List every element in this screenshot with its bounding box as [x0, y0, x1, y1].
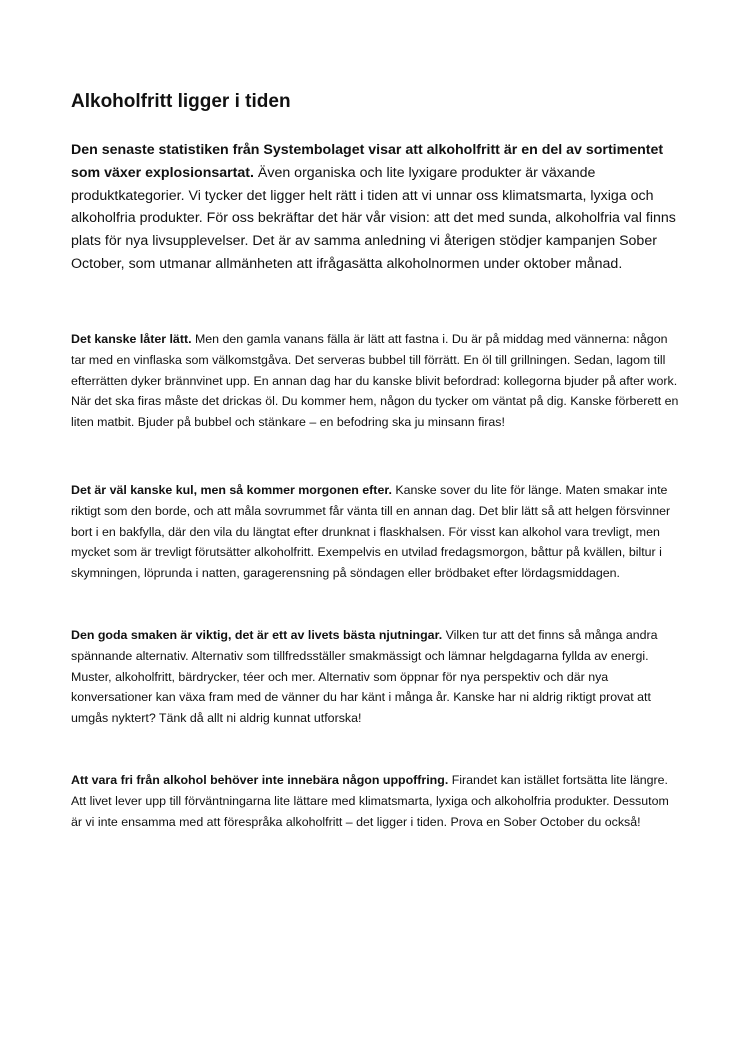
intro-text: Även organiska och lite lyxigare produkter är växande produktkategorier. Vi tycker det ligger helt rätt i tiden att vi unnar oss klimatsmarta, lyxiga och alkoholfria produkter. För oss bekräftar det här vår vision: att det med sunda, alkoholfria val finns plats för nya livsupplevelser. Det är av samma anledning vi återigen stödjer kampanjen Sober October, som utmanar allmänheten att ifrågasätta alkoholnormen under oktober månad. [71, 164, 676, 272]
paragraph-text: Vilken tur att det finns så många andra spännande alternativ. Alternativ som tillfredsställer smakmässigt och lämnar helgdagarna fyllda av energi. Muster, alkoholfritt, bärdrycker, téer och mer. Alternativ som öppnar för nya perspektiv och där nya konversationer kan växa fram med de vänner du har känt i många år. Kanske har ni aldrig riktigt provat att umgås nyktert? Tänk då allt ni aldrig kunnat utforska! [71, 628, 658, 726]
paragraph-lead: Att vara fri från alkohol behöver inte innebära någon uppoffring. [71, 773, 449, 787]
body-paragraph [71, 480, 683, 584]
page-title: Alkoholfritt ligger i tiden [71, 91, 291, 112]
paragraph-lead: Det kanske låter lätt. [71, 332, 192, 346]
paragraph-lead: Den goda smaken är viktig, det är ett av livets bästa njutningar. [71, 628, 443, 642]
body-paragraph [71, 625, 683, 729]
paragraph-lead: Det är väl kanske kul, men så kommer morgonen efter. [71, 483, 392, 497]
paragraph-text: Men den gamla vanans fälla är lätt att fastna i. Du är på middag med vännerna: någon tar med en vinflaska som välkomstgåva. Det serveras bubbel till förrätt. En öl till grillningen. Sedan, lagom till efterrätten dyker brännvinet upp. En annan dag har du kanske blivit befordrad: kollegorna bjuder på after work. När det ska firas måste det drickas öl. Du kommer hem, någon du tycker om väntat på dig. Kanske förberett en liten matbit. Bjuder på bubbel och stänkare – en befodring ska ju minsann firas! [71, 332, 679, 430]
intro-lead: Den senaste statistiken från Systembolaget visar att alkoholfritt är en del av sortimentet som växer explosionsartat. [71, 142, 664, 181]
paragraph-text: Firandet kan istället fortsätta lite längre. Att livet lever upp till förväntningarna lite lättare med klimatsmarta, lyxiga och alkoholfria produkter. Dessutom är vi inte ensamma med att förespråka alkoholfritt – det ligger i tiden. Prova en Sober October du också! [71, 773, 669, 829]
intro-paragraph [71, 139, 683, 276]
body-paragraph [71, 329, 683, 433]
body-paragraph [71, 770, 683, 832]
paragraph-text: Kanske sover du lite för länge. Maten smakar inte riktigt som den borde, och att måla sovrummet får vänta till en annan dag. Det blir lätt så att helgen försvinner bort i en bakfylla, där den vila du längtat efter drunknat i flaskhalsen. För visst kan alkohol vara trevligt, men mycket som är trevligt förutsätter alkoholfritt. Exempelvis en utvilad fredagsmorgon, båttur på kvällen, biltur i skymningen, löprunda i natten, garagerensning på söndagen eller brödbaket efter lördagsmiddagen. [71, 483, 671, 581]
